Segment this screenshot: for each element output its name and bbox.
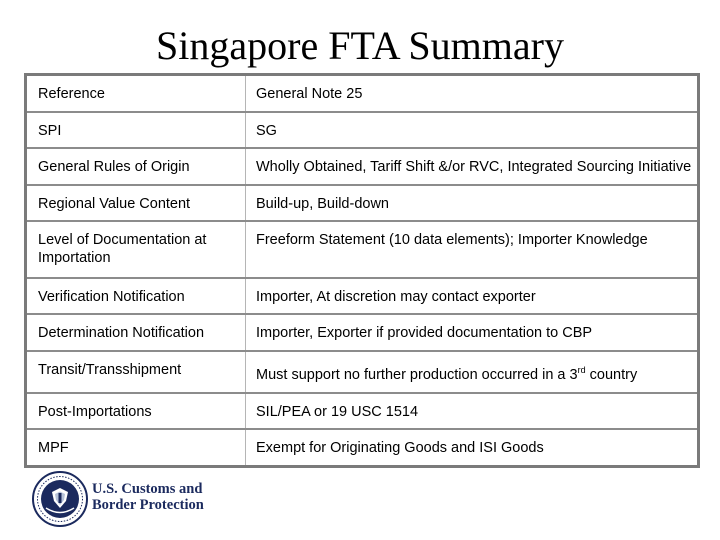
slide-title: Singapore FTA Summary — [156, 23, 564, 68]
row-value: Importer, At discretion may contact exporter — [246, 278, 699, 315]
ordinal-superscript: rd — [577, 364, 586, 375]
row-value: SG — [246, 112, 699, 149]
row-value: Wholly Obtained, Tariff Shift &/or RVC, Integrated Sourcing Initiative — [246, 148, 699, 185]
table-row — [26, 148, 699, 185]
logo-line-1: U.S. Customs and — [92, 481, 203, 497]
row-value: General Note 25 — [246, 75, 699, 112]
logo-line-2: Border Protection — [92, 497, 204, 513]
row-label: Reference — [26, 75, 246, 112]
row-label: Determination Notification — [26, 314, 246, 351]
table-row — [26, 75, 699, 112]
row-value — [246, 351, 699, 393]
table-row — [26, 351, 699, 393]
table-row — [26, 221, 699, 278]
row-value: SIL/PEA or 19 USC 1514 — [246, 393, 699, 430]
fta-summary-table — [24, 73, 700, 468]
dhs-seal-icon — [32, 471, 88, 527]
row-label: General Rules of Origin — [26, 148, 246, 185]
row-value-text: Must support no further production occurred in a 3 — [256, 366, 578, 383]
row-value: Importer, Exporter if provided documentation to CBP — [246, 314, 699, 351]
row-label: MPF — [26, 429, 246, 466]
cbp-logo — [32, 469, 222, 531]
table-row — [26, 393, 699, 430]
row-value-text-end: country — [585, 366, 638, 383]
row-label: Level of Documentation at Importation — [26, 221, 246, 278]
table-row — [26, 112, 699, 149]
row-value: Exempt for Originating Goods and ISI Goods — [246, 429, 699, 466]
row-label: Verification Notification — [26, 278, 246, 315]
table-row — [26, 429, 699, 466]
row-label: SPI — [26, 112, 246, 149]
table-row — [26, 314, 699, 351]
row-value: Build-up, Build-down — [246, 185, 699, 222]
row-value: Freeform Statement (10 data elements); Importer Knowledge — [246, 221, 699, 278]
row-label: Transit/Transshipment — [26, 351, 246, 393]
row-label: Regional Value Content — [26, 185, 246, 222]
table-row — [26, 278, 699, 315]
row-label: Post-Importations — [26, 393, 246, 430]
logo-text — [92, 481, 204, 513]
table-row — [26, 185, 699, 222]
